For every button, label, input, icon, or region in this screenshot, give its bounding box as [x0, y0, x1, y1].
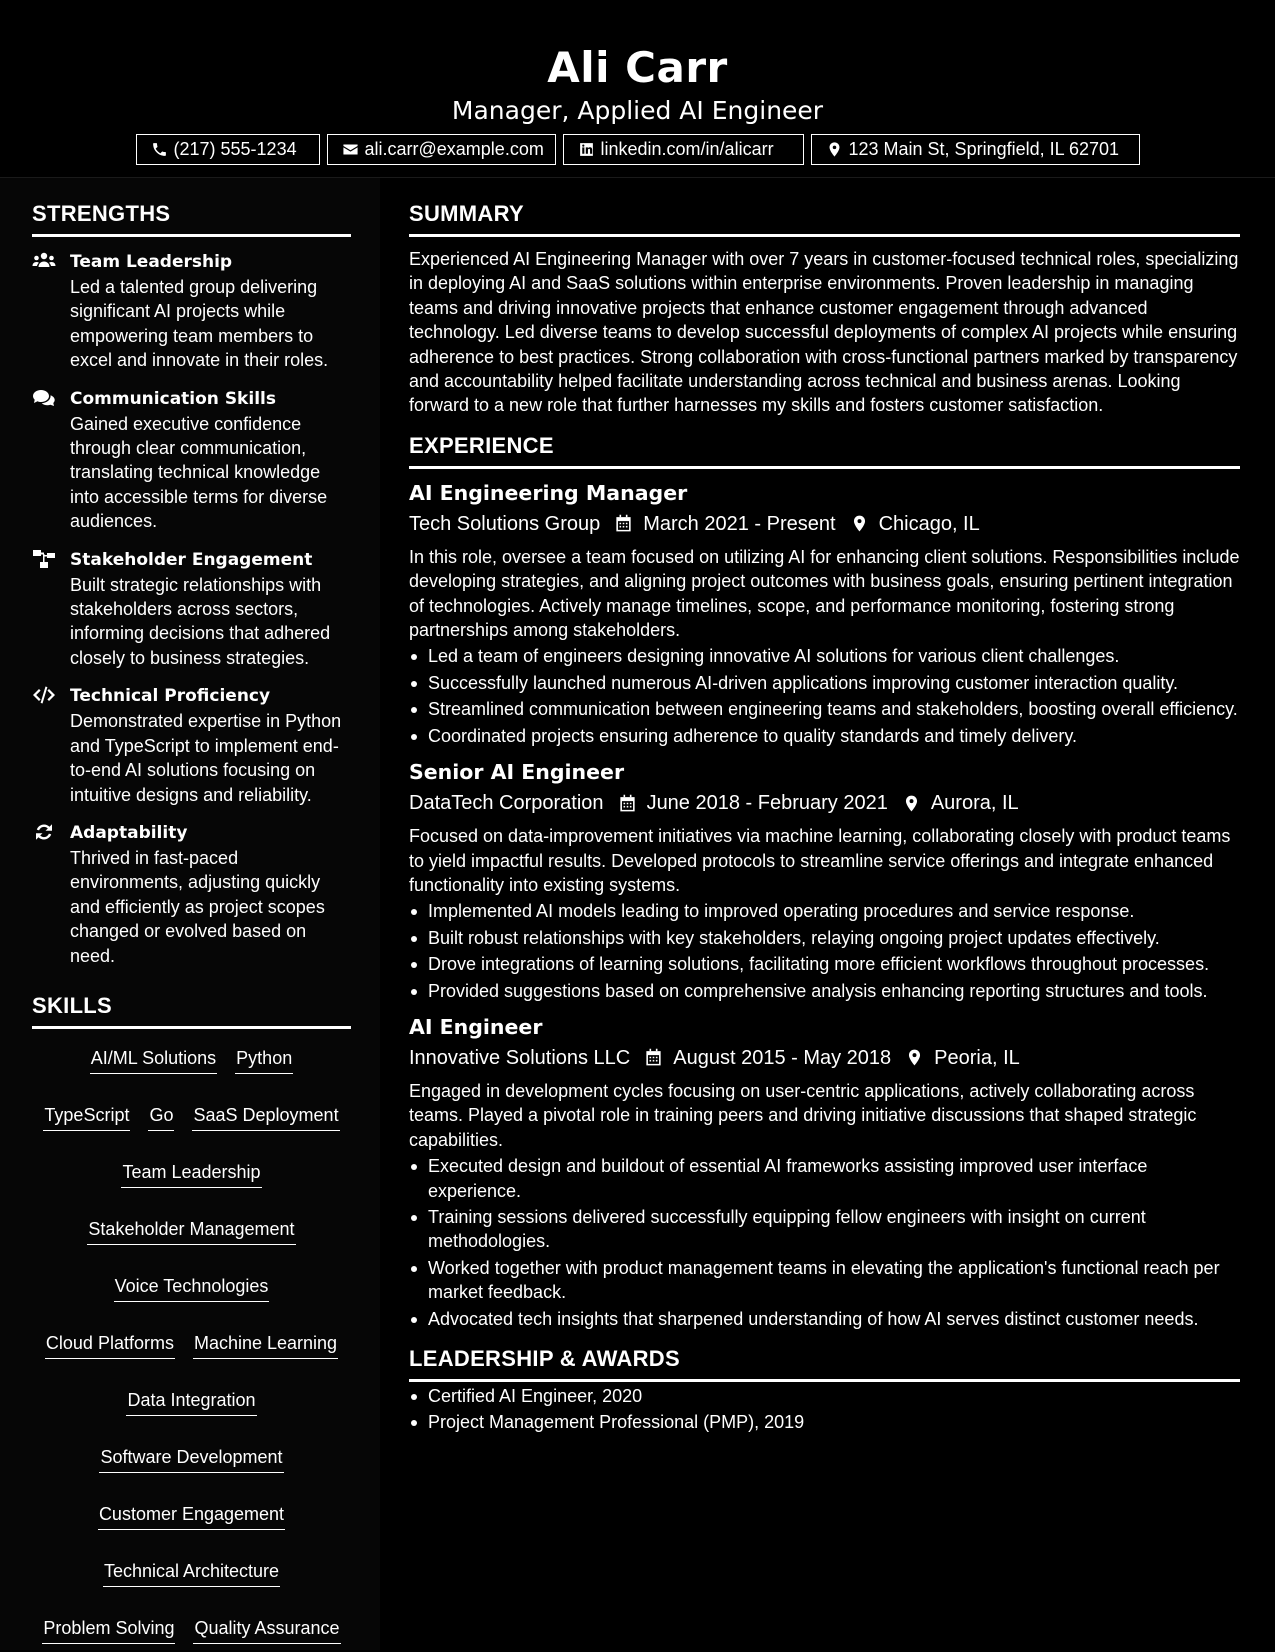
awards-heading: LEADERSHIP & AWARDS: [409, 1345, 1240, 1382]
address-text: 123 Main St, Springfield, IL 62701: [848, 139, 1120, 159]
job-title: Senior AI Engineer: [409, 760, 625, 785]
job-location: Aurora, IL: [930, 792, 1019, 815]
job-meta: [409, 1043, 1240, 1073]
skill-tag: Quality Assurance: [193, 1615, 340, 1644]
strength-text: Built strategic relationships with stakeholders across sectors, informing decisions that adhered closely to business strategies.: [70, 574, 331, 668]
job-entry: [409, 758, 1240, 1003]
skill-tag: Team Leadership: [121, 1159, 261, 1188]
job-company: Innovative Solutions LLC: [409, 1046, 631, 1069]
summary-text: Experienced AI Engineering Manager with over 7 years in customer-focused technical roles, specializing in deploying AI and SaaS solutions within enterprise environments. Proven leadership in managing teams and driving innovative projects that enhance customer engagement through advanced technology. Led diverse teams to develop successful deployments of complex AI projects while ensuring adherence to best practices. Strong collaboration with cross-functional partners marked by transparency and accountability helped facilitate understanding across technical and business arenas. Looking forward to a new role that further harnesses my skills and fosters customer satisfaction.: [409, 249, 1239, 416]
skill-tag: Go: [148, 1102, 174, 1131]
job-entry: [409, 1013, 1240, 1331]
map-pin-icon: [902, 794, 921, 813]
job-dates: August 2015 - May 2018: [673, 1046, 892, 1069]
skill-tag: Cloud Platforms: [45, 1330, 175, 1359]
skills-heading: SKILLS: [32, 992, 351, 1029]
strength-item: [32, 820, 351, 968]
left-column: [0, 178, 380, 1650]
summary-heading: SUMMARY: [409, 200, 1240, 237]
awards-list: [409, 1384, 1240, 1435]
strengths-list: [32, 249, 351, 968]
list-item: Worked together with product management teams in elevating the application's functional reach per market feedback.: [409, 1256, 1240, 1305]
strength-title: Stakeholder Engagement: [70, 549, 313, 570]
strength-title: Adaptability: [70, 822, 188, 843]
skill-tag: TypeScript: [43, 1102, 130, 1131]
phone-text: (217) 555-1234: [173, 139, 297, 159]
sitemap-icon: [32, 549, 56, 569]
strength-item: [32, 547, 351, 671]
calendar-icon: [644, 1048, 663, 1067]
strength-text: Thrived in fast-paced environments, adjusting quickly and efficiently as project scopes changed or evolved based on need.: [70, 847, 325, 966]
job-meta: [409, 509, 1240, 539]
map-pin-icon: [826, 141, 843, 158]
strength-text: Led a talented group delivering significant AI projects while empowering team members to excel and innovate in their roles.: [70, 277, 329, 371]
list-item: Drove integrations of learning solutions, facilitating more efficient workflows throughout processes.: [409, 952, 1240, 976]
skill-tag: Software Development: [99, 1444, 283, 1473]
skill-tag: Voice Technologies: [114, 1273, 270, 1302]
contact-bar: [0, 134, 1275, 165]
job-bullets: [409, 1154, 1240, 1331]
list-item: Successfully launched numerous AI-driven applications improving customer interaction quality.: [409, 671, 1240, 695]
list-item: Training sessions delivered successfully equipping fellow engineers with insight on current methodologies.: [409, 1205, 1240, 1254]
job-title: AI Engineer: [409, 1014, 543, 1039]
job-company: DataTech Corporation: [409, 792, 604, 815]
list-item: Built robust relationships with key stakeholders, relaying ongoing project updates effectively.: [409, 926, 1240, 950]
list-item: Streamlined communication between engineering teams and stakeholders, boosting overall efficiency.: [409, 697, 1240, 721]
job-meta: [409, 788, 1240, 818]
job-title: AI Engineering Manager: [409, 480, 688, 505]
list-item: Advocated tech insights that sharpened understanding of how AI serves distinct customer needs.: [409, 1307, 1240, 1331]
job-company: Tech Solutions Group: [409, 512, 601, 535]
candidate-name: Ali Carr: [547, 43, 728, 92]
skill-tag: Machine Learning: [193, 1330, 338, 1359]
strength-text: Demonstrated expertise in Python and TypeScript to implement end-to-end AI solutions focusing on intuitive designs and reliability.: [70, 711, 342, 805]
skill-tag: Technical Architecture: [103, 1558, 280, 1587]
list-item: Implemented AI models leading to improved operating procedures and service response.: [409, 899, 1240, 923]
calendar-icon: [614, 514, 633, 533]
comments-icon: [32, 388, 56, 408]
strength-item: [32, 386, 351, 534]
list-item: Provided suggestions based on comprehensive analysis enhancing reporting structures and tools.: [409, 979, 1240, 1003]
strength-item: [32, 249, 351, 373]
linkedin-text: linkedin.com/in/alicarr: [600, 139, 774, 159]
job-location: Peoria, IL: [934, 1046, 1020, 1069]
contact-address: [811, 134, 1140, 165]
job-description: Focused on data-improvement initiatives via machine learning, collaborating closely with product teams to yield impactful results. Developed protocols to streamline service offerings and integrate enhanced functionality into existing systems.: [409, 826, 1231, 895]
skill-tag: AI/ML Solutions: [90, 1045, 217, 1074]
skill-tag: Python: [235, 1045, 293, 1074]
job-dates: June 2018 - February 2021: [646, 792, 888, 815]
strength-item: [32, 683, 351, 807]
job-entry: [409, 479, 1240, 748]
contact-linkedin[interactable]: [563, 134, 804, 165]
job-description: In this role, oversee a team focused on utilizing AI for enhancing client solutions. Responsibilities include developing strategies, and aligning project outcomes with business goals, ensuring pertinent integration of technologies. Actively manage timelines, scope, and performance monitoring, fostering strong partnerships among stakeholders.: [409, 546, 1240, 641]
skill-tag: SaaS Deployment: [192, 1102, 339, 1131]
contact-email[interactable]: [327, 134, 556, 165]
skill-tag: Customer Engagement: [98, 1501, 285, 1530]
strength-text: Gained executive confidence through clear communication, translating technical knowledge into accessible terms for diverse audiences.: [70, 413, 328, 532]
job-dates: March 2021 - Present: [643, 512, 836, 535]
list-item: Coordinated projects ensuring adherence to quality standards and timely delivery.: [409, 724, 1240, 748]
skills-list: [32, 1037, 351, 1652]
candidate-title: Manager, Applied AI Engineer: [451, 96, 824, 125]
resume-header: [0, 0, 1275, 178]
calendar-icon: [618, 794, 637, 813]
strength-title: Team Leadership: [70, 252, 233, 272]
code-icon: [32, 685, 56, 705]
strengths-heading: STRENGTHS: [32, 200, 351, 237]
skill-tag: Problem Solving: [42, 1615, 175, 1644]
strength-title: Communication Skills: [70, 388, 276, 409]
skill-tag: Stakeholder Management: [87, 1216, 295, 1245]
job-bullets: [409, 899, 1240, 1003]
list-item: Certified AI Engineer, 2020: [409, 1384, 1240, 1408]
map-pin-icon: [850, 514, 869, 533]
envelope-icon: [342, 141, 359, 158]
users-icon: [32, 251, 56, 271]
linkedin-icon: [578, 141, 595, 158]
job-location: Chicago, IL: [878, 512, 980, 535]
phone-icon: [151, 141, 168, 158]
skill-tag: Data Integration: [126, 1387, 256, 1416]
strength-title: Technical Proficiency: [70, 686, 271, 707]
right-column: [380, 178, 1275, 1650]
list-item: Project Management Professional (PMP), 2019: [409, 1410, 1240, 1434]
email-text: ali.carr@example.com: [364, 139, 544, 159]
contact-phone[interactable]: [136, 134, 320, 165]
experience-heading: EXPERIENCE: [409, 432, 1240, 469]
map-pin-icon: [905, 1048, 924, 1067]
job-bullets: [409, 644, 1240, 748]
list-item: Executed design and buildout of essential AI frameworks assisting improved user interface experience.: [409, 1154, 1240, 1203]
list-item: Led a team of engineers designing innovative AI solutions for various client challenges.: [409, 644, 1240, 668]
sync-icon: [32, 822, 56, 842]
job-description: Engaged in development cycles focusing on user-centric applications, actively collaborating across teams. Played a pivotal role in training peers and driving initiative discussions that shaped strategic capabilities.: [409, 1080, 1197, 1150]
